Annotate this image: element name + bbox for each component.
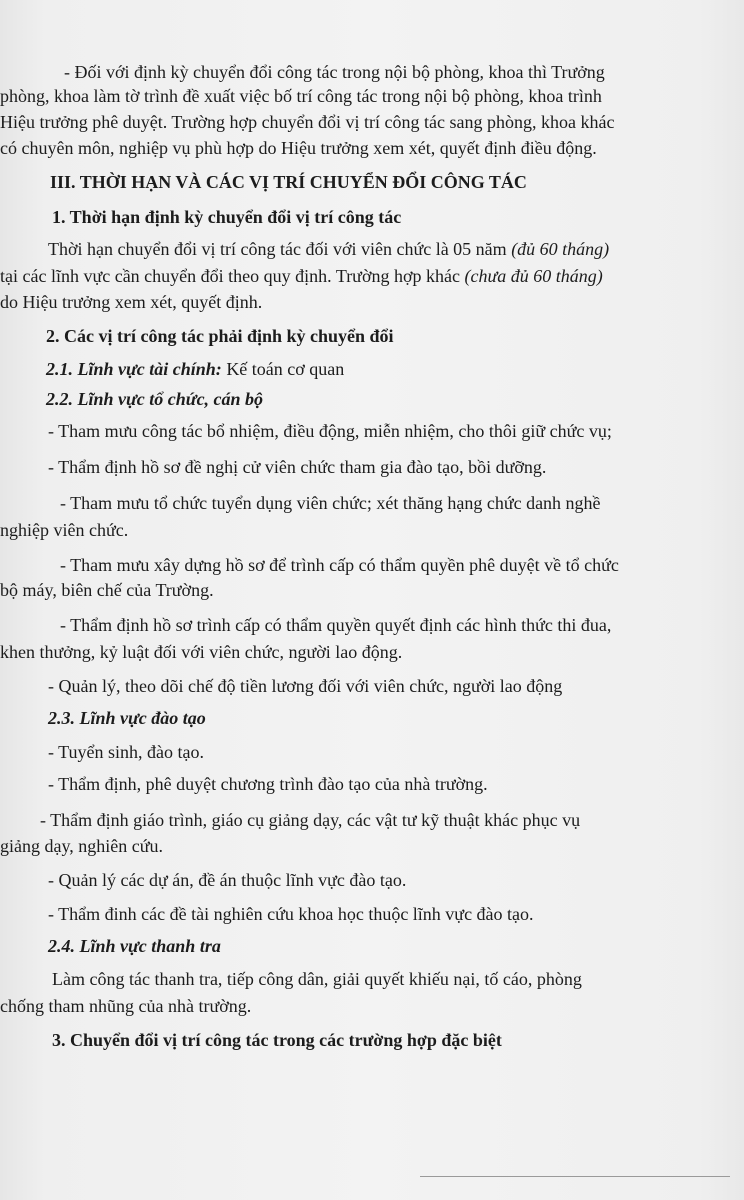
intro-line-1: - Đối với định kỳ chuyển đổi công tác trong nội bộ phòng, khoa thì Trưởng xyxy=(64,62,605,82)
part-1-line-2 xyxy=(0,264,603,288)
inspection-heading: 2.4. Lĩnh vực thanh tra xyxy=(48,936,221,956)
part-1-heading: 1. Thời hạn định kỳ chuyển đổi vị trí công tác xyxy=(52,207,402,227)
edu-item-2: - Thẩm định, phê duyệt chương trình đào tạo của nhà trường. xyxy=(48,774,488,794)
part-2-heading: 2. Các vị trí công tác phải định kỳ chuyển đổi xyxy=(46,326,394,346)
section-iii-title: III. THỜI HẠN VÀ CÁC VỊ TRÍ CHUYỂN ĐỔI CÔNG TÁC xyxy=(50,172,527,192)
org-item-4-line-2: bộ máy, biên chế của Trường. xyxy=(0,580,214,600)
org-item-2: - Thẩm định hồ sơ đề nghị cử viên chức tham gia đào tạo, bồi dưỡng. xyxy=(48,457,547,477)
part-1-line-2-italic: (chưa đủ 60 tháng) xyxy=(464,266,603,286)
part-1-line-2-text: tại các lĩnh vực cần chuyển đổi theo quy định. Trường hợp khác xyxy=(0,266,465,286)
finance-label: 2.1. Lĩnh vực tài chính: xyxy=(46,359,222,379)
page-edge-mark xyxy=(540,0,600,8)
org-item-5-line-1: - Thẩm định hồ sơ trình cấp có thẩm quyền quyết định các hình thức thi đua, xyxy=(60,615,612,635)
org-item-3-line-2: nghiệp viên chức. xyxy=(0,520,129,540)
intro-line-3: Hiệu trưởng phê duyệt. Trường hợp chuyển đổi vị trí công tác sang phòng, khoa khác xyxy=(0,112,615,132)
org-heading: 2.2. Lĩnh vực tổ chức, cán bộ xyxy=(46,389,264,409)
inspection-line-1: Làm công tác thanh tra, tiếp công dân, giải quyết khiếu nại, tố cáo, phòng xyxy=(52,969,582,989)
inspection-line-2: chống tham nhũng của nhà trường. xyxy=(0,996,252,1016)
part-1-line-1 xyxy=(48,237,609,261)
edu-item-5: - Thẩm đinh các đề tài nghiên cứu khoa học thuộc lĩnh vực đào tạo. xyxy=(48,904,534,924)
part-1-line-3: do Hiệu trưởng xem xét, quyết định. xyxy=(0,292,263,312)
org-item-6: - Quản lý, theo dõi chế độ tiền lương đối với viên chức, người lao động xyxy=(48,676,563,696)
intro-line-2: phòng, khoa làm tờ trình đề xuất việc bố trí công tác trong nội bộ phòng, khoa trình xyxy=(0,86,602,106)
edu-item-3-line-2: giảng dạy, nghiên cứu. xyxy=(0,836,164,856)
finance-line xyxy=(46,357,344,381)
edu-item-3-line-1: - Thẩm định giáo trình, giáo cụ giảng dạy, các vật tư kỹ thuật khác phục vụ xyxy=(40,810,581,830)
edu-item-1: - Tuyển sinh, đào tạo. xyxy=(48,742,205,762)
finance-text: Kế toán cơ quan xyxy=(221,359,345,379)
org-item-1: - Tham mưu công tác bổ nhiệm, điều động, miễn nhiệm, cho thôi giữ chức vụ; xyxy=(48,421,612,441)
edu-item-4: - Quản lý các dự án, đề án thuộc lĩnh vực đào tạo. xyxy=(48,870,407,890)
part-1-line-1-text: Thời hạn chuyển đổi vị trí công tác đối với viên chức là 05 năm xyxy=(48,239,512,259)
intro-line-4: có chuyên môn, nghiệp vụ phù hợp do Hiệu trưởng xem xét, quyết định điều động. xyxy=(0,138,597,158)
org-item-3-line-1: - Tham mưu tổ chức tuyển dụng viên chức; xét thăng hạng chức danh nghề xyxy=(60,493,601,513)
org-item-4-line-1: - Tham mưu xây dựng hồ sơ để trình cấp có thẩm quyền phê duyệt về tổ chức xyxy=(60,555,619,575)
part-3-heading: 3. Chuyển đổi vị trí công tác trong các trường hợp đặc biệt xyxy=(52,1030,502,1050)
bottom-rule xyxy=(420,1176,730,1177)
org-item-5-line-2: khen thưởng, kỷ luật đối với viên chức, người lao động. xyxy=(0,642,403,662)
part-1-line-1-italic: (đủ 60 tháng) xyxy=(511,239,610,259)
edu-heading: 2.3. Lĩnh vực đào tạo xyxy=(48,708,206,728)
